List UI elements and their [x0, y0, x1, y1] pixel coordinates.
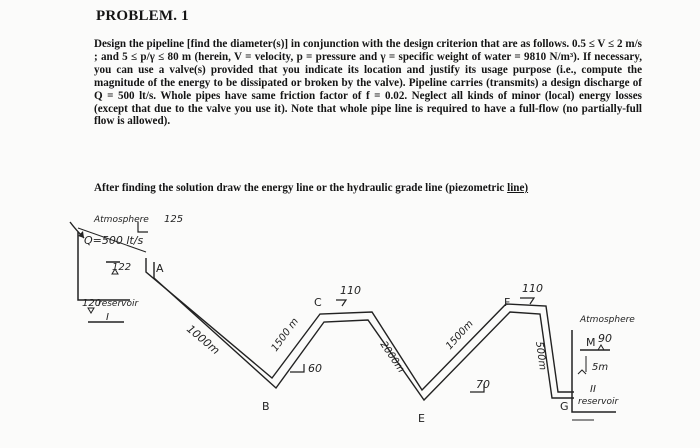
tick-F: [520, 298, 534, 304]
reservoir-I-label: reservoir: [98, 299, 139, 309]
length-FG: 500m: [533, 340, 548, 371]
drawing-instruction-text: After finding the solution draw the energy line or the hydraulic grade line (piezometric: [94, 182, 505, 194]
point-E: E: [418, 412, 425, 425]
length-EF: 1500m: [444, 318, 476, 353]
point-G: G: [560, 400, 569, 413]
length-CE: 2000m: [377, 339, 407, 375]
point-C: C: [314, 296, 322, 309]
depth-5m: 5m: [592, 362, 609, 373]
problem-title: PROBLEM. 1: [96, 8, 189, 24]
discharge-label: Q=500 lt/s: [84, 234, 144, 247]
problem-statement: Design the pipeline [find the diameter(s)] in conjunction with the design criterion that are as follows. 0.5 ≤ V ≤ 2 m/s ; and 5 ≤ p/γ ≤ 80 m (herein, V = velocity, p = pressure and γ = specific weight of water = 9810 N/m³). If necessary, you can use a valve(s) provided that you indicate its location and justify its usage purpose (i.e., compute the magnitude of the energy to be dissipated or broken by the valve). Pipeline carries (transmits) a design discharge of Q = 500 lt/s. Whole pipes have same friction factor of f = 0.02. Neglect all kinds of minor (local) energy losses (except that due to the valve you use it). Note that whole pipe line is required to have a full-flow (no partially-full flow is allowed).: [94, 38, 642, 128]
reservoir-II-numeral: II: [590, 384, 596, 395]
point-B: B: [262, 400, 270, 413]
tick-C: [336, 300, 346, 306]
elevation-122: 122: [112, 262, 132, 273]
point-F: F: [504, 296, 511, 309]
drawing-instruction-underlined: line): [507, 182, 529, 194]
depth-arrow-icon: [578, 370, 586, 374]
length-AB: 1000m: [184, 322, 223, 358]
point-M: M: [586, 336, 596, 349]
elevation-ticks: [138, 222, 534, 392]
atmosphere-left-label: Atmosphere: [94, 215, 149, 225]
elevation-125: 125: [164, 214, 184, 225]
elevation-F: 110: [522, 282, 543, 295]
reservoir-I-numeral: I: [106, 312, 109, 323]
length-BC: 1500 m: [269, 316, 301, 354]
elevation-120: 120: [82, 298, 102, 309]
point-A: A: [156, 262, 164, 275]
elevation-M: 90: [598, 332, 612, 345]
elevation-C: 110: [340, 284, 361, 297]
elevation-E: 70: [476, 378, 490, 391]
reservoir-II-label: reservoir: [578, 397, 619, 407]
elevation-B: 60: [308, 362, 322, 375]
pipeline: [146, 258, 574, 400]
atmosphere-right-label: Atmosphere: [580, 315, 635, 325]
pipe-outer: [146, 258, 574, 392]
